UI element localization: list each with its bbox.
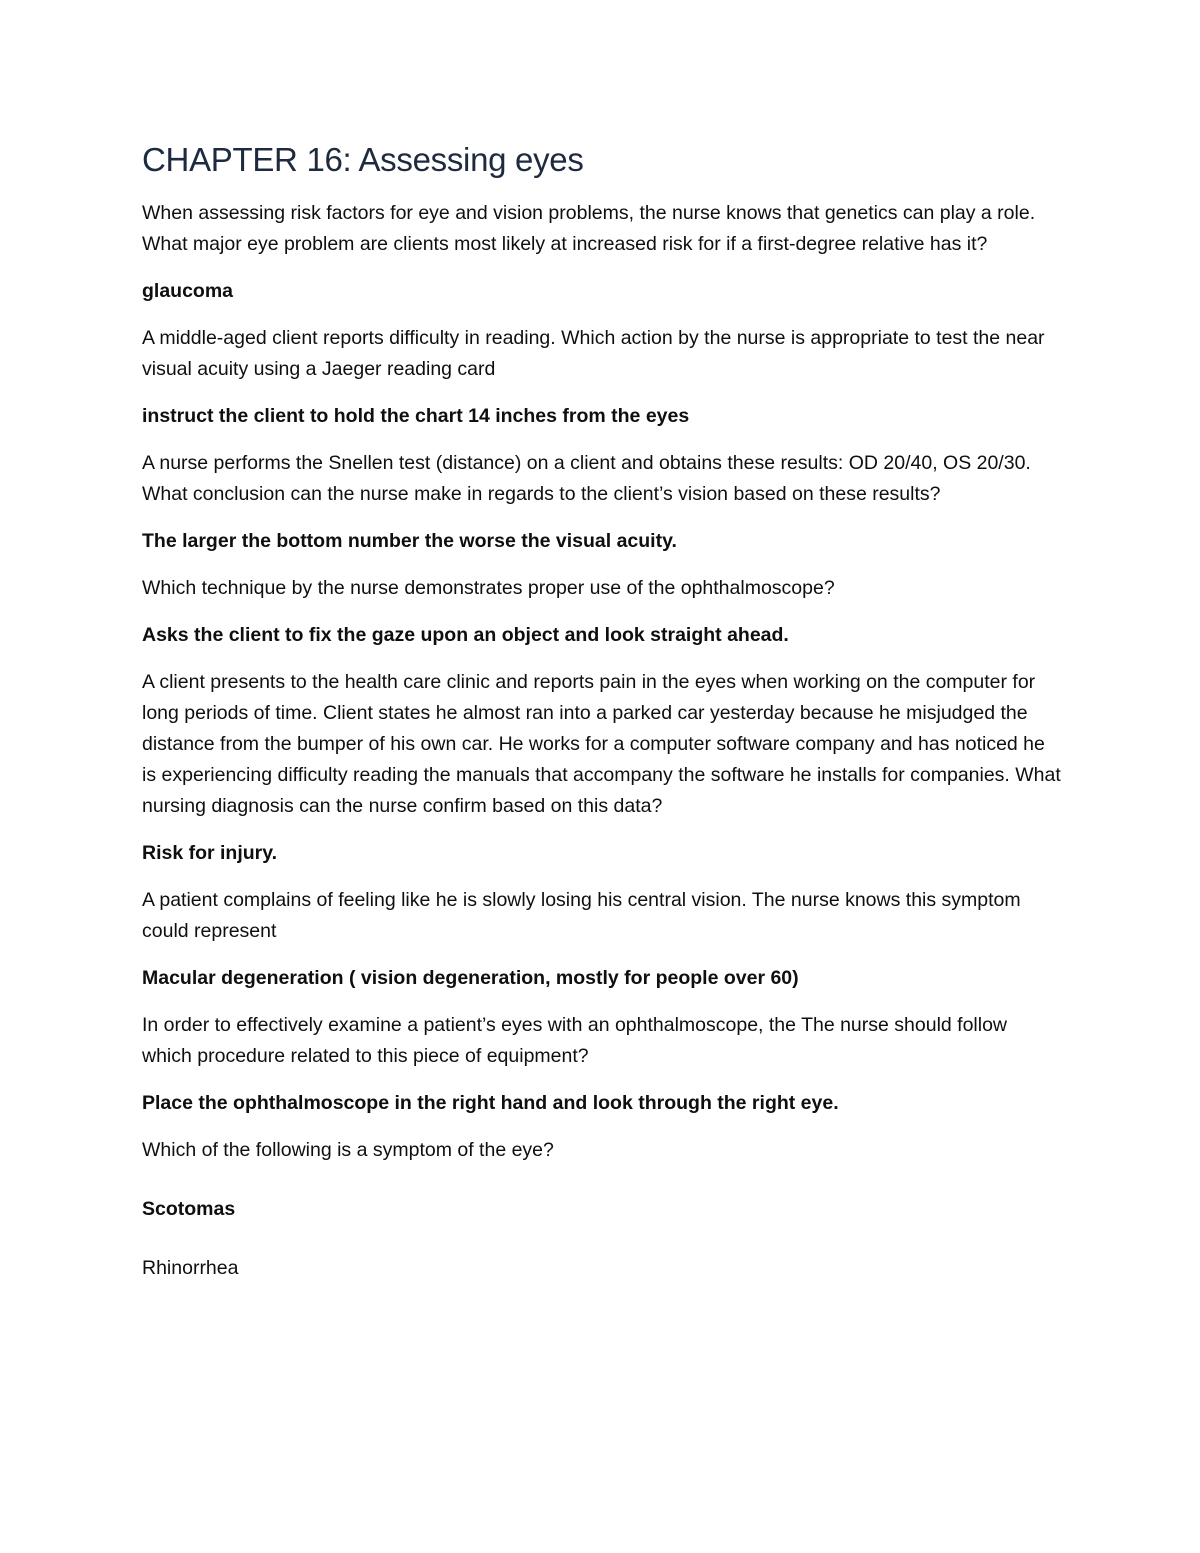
answer-7: Place the ophthalmoscope in the right hand and look through the right eye. <box>142 1091 839 1114</box>
answer-1: glaucoma <box>142 279 234 302</box>
question-2: A middle-aged client reports difficulty in reading. Which action by the nurse is appropriate to test the near visual acuity using a Jaeger reading card <box>142 326 1045 380</box>
answer-2: instruct the client to hold the chart 14 inches from the eyes <box>142 404 690 427</box>
question-5: A client presents to the health care clinic and reports pain in the eyes when working on the computer for long periods of time. Client states he almost ran into a parked car yesterday because he misjudged the distance from the bumper of his own car. He works for a computer software company and has noticed he is experiencing difficulty reading the manuals that accompany the software he installs for companies. What nursing diagnosis can the nurse confirm based on this data? <box>142 670 1061 817</box>
chapter-title: CHAPTER 16: Assessing eyes <box>142 141 584 178</box>
option-scotomas: Scotomas <box>142 1197 236 1220</box>
question-1: When assessing risk factors for eye and vision problems, the nurse knows that genetics can play a role. What major eye problem are clients most likely at increased risk for if a first-degree relative has it? <box>142 201 1036 255</box>
answer-6: Macular degeneration ( vision degeneration, mostly for people over 60) <box>142 966 799 989</box>
answer-5: Risk for injury. <box>142 841 278 864</box>
answer-4: Asks the client to fix the gaze upon an object and look straight ahead. <box>142 623 789 646</box>
question-8: Which of the following is a symptom of the eye? <box>142 1138 554 1161</box>
document-page <box>142 140 1062 1312</box>
question-4: Which technique by the nurse demonstrates proper use of the ophthalmoscope? <box>142 576 835 599</box>
question-7: In order to effectively examine a patient’s eyes with an ophthalmoscope, the The nurse should follow which procedure related to this piece of equipment? <box>142 1013 1008 1067</box>
question-3: A nurse performs the Snellen test (distance) on a client and obtains these results: OD 20/40, OS 20/30. What conclusion can the nurse make in regards to the client’s vision based on these results? <box>142 451 1031 505</box>
option-rhinorrhea: Rhinorrhea <box>142 1256 239 1279</box>
answer-3: The larger the bottom number the worse the visual acuity. <box>142 529 677 552</box>
question-6: A patient complains of feeling like he is slowly losing his central vision. The nurse knows this symptom could represent <box>142 888 1021 942</box>
